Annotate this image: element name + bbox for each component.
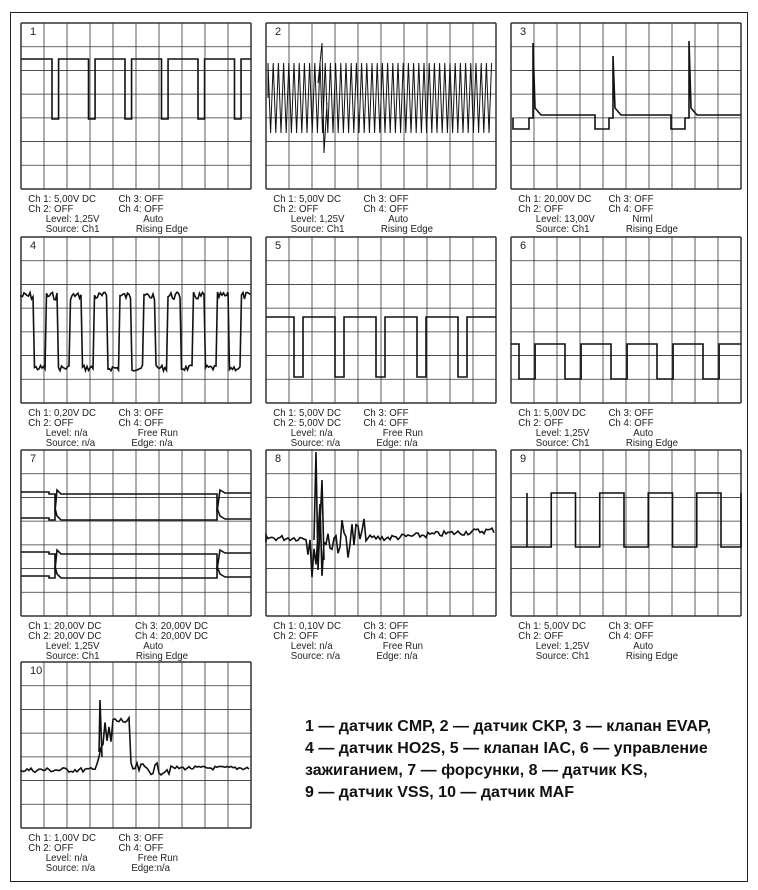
setting-ch2: Ch 2: OFF <box>28 417 74 429</box>
setting-mode: Auto <box>143 640 164 652</box>
setting-source: Source: Ch1 <box>290 223 345 235</box>
setting-ch2: Ch 2: OFF <box>518 203 564 215</box>
panel-settings <box>20 190 233 236</box>
setting-level: Level: n/a <box>45 852 88 864</box>
setting-edge: Rising Edge <box>625 650 679 662</box>
grid <box>511 450 741 616</box>
setting-mode: Free Run <box>382 427 424 439</box>
legend-line: 1 — датчик CMP, 2 — датчик CKP, 3 — клапан EVAP, <box>305 718 711 735</box>
setting-edge: Edge: n/a <box>376 650 418 662</box>
setting-ch2: Ch 2: OFF <box>28 842 74 854</box>
setting-edge: Rising Edge <box>380 223 434 235</box>
setting-ch2: Ch 2: 5,00V DC <box>273 417 341 429</box>
grid <box>21 23 251 189</box>
setting-source: Source: Ch1 <box>45 223 100 235</box>
setting-mode: Auto <box>388 213 409 225</box>
oscillogram <box>510 236 742 404</box>
setting-level: Level: n/a <box>290 427 333 439</box>
setting-ch1: Ch 1: 5,00V DC <box>273 193 341 205</box>
setting-mode: Free Run <box>137 852 179 864</box>
oscillogram <box>20 449 252 617</box>
grid <box>511 23 741 189</box>
panel-number: 7 <box>30 453 37 465</box>
legend-line: зажиганием, 7 — форсунки, 8 — датчик KS, <box>305 762 648 779</box>
setting-ch4: Ch 4: OFF <box>608 417 654 429</box>
setting-ch3: Ch 3: OFF <box>608 407 654 419</box>
panel-number: 9 <box>520 453 527 465</box>
setting-source: Source: Ch1 <box>535 650 590 662</box>
grid <box>21 662 251 828</box>
setting-ch4: Ch 4: OFF <box>363 203 409 215</box>
setting-level: Level: 1,25V <box>535 640 590 652</box>
setting-edge: Rising Edge <box>135 223 189 235</box>
setting-source: Source: n/a <box>290 650 341 662</box>
setting-ch1: Ch 1: 0,20V DC <box>28 407 96 419</box>
oscilloscope-panel-9 <box>510 449 742 663</box>
oscilloscope-panel-5 <box>265 236 497 450</box>
setting-level: Level: 1,25V <box>535 427 590 439</box>
setting-source: Source: Ch1 <box>535 223 590 235</box>
oscillogram <box>510 449 742 617</box>
setting-ch1: Ch 1: 0,10V DC <box>273 620 341 632</box>
setting-ch1: Ch 1: 5,00V DC <box>273 407 341 419</box>
oscillogram <box>265 22 497 190</box>
setting-level: Level: n/a <box>290 640 333 652</box>
setting-ch3: Ch 3: OFF <box>118 193 164 205</box>
oscillogram <box>265 236 497 404</box>
setting-ch1: Ch 1: 20,00V DC <box>28 620 102 632</box>
waveform-trace <box>268 43 492 153</box>
panel-settings <box>20 404 233 450</box>
setting-level: Level: 1,25V <box>45 640 100 652</box>
oscilloscope-panel-3 <box>510 22 742 236</box>
grid <box>511 237 741 403</box>
setting-ch3: Ch 3: OFF <box>363 407 409 419</box>
oscilloscope-panel-1 <box>20 22 252 236</box>
setting-ch2: Ch 2: OFF <box>273 203 319 215</box>
oscilloscope-panel-6 <box>510 236 742 450</box>
setting-ch3: Ch 3: OFF <box>608 620 654 632</box>
setting-source: Source: Ch1 <box>45 650 100 662</box>
oscillogram <box>20 236 252 404</box>
setting-ch3: Ch 3: OFF <box>608 193 654 205</box>
panel-number: 5 <box>275 240 282 252</box>
setting-ch3: Ch 3: OFF <box>363 620 409 632</box>
setting-edge: Rising Edge <box>625 437 679 449</box>
oscilloscope-panel-7 <box>20 449 252 663</box>
panel-settings <box>510 190 723 236</box>
figure-legend <box>305 716 745 804</box>
oscilloscope-panel-8 <box>265 449 497 663</box>
setting-ch2: Ch 2: OFF <box>273 630 319 642</box>
setting-mode: Free Run <box>382 640 424 652</box>
setting-ch2: Ch 2: OFF <box>518 630 564 642</box>
setting-ch4: Ch 4: OFF <box>608 630 654 642</box>
oscillogram <box>20 22 252 190</box>
panel-number: 6 <box>520 240 527 252</box>
grid <box>266 450 496 616</box>
panel-number: 1 <box>30 26 37 38</box>
panel-settings <box>20 829 233 875</box>
waveform-trace <box>513 41 741 129</box>
setting-ch2: Ch 2: 20,00V DC <box>28 630 102 642</box>
setting-mode: Nrml <box>632 213 653 225</box>
setting-edge: Edge:n/a <box>131 862 171 874</box>
legend-line: 4 — датчик HO2S, 5 — клапан IAC, 6 — управление <box>305 740 708 757</box>
setting-ch4: Ch 4: OFF <box>118 417 164 429</box>
setting-level: Level: 1,25V <box>290 213 345 225</box>
setting-level: Level: 13,00V <box>535 213 595 225</box>
oscilloscope-panel-2 <box>265 22 497 236</box>
oscilloscope-panel-10 <box>20 661 252 875</box>
panel-number: 2 <box>275 26 282 38</box>
panel-settings <box>265 404 478 450</box>
setting-level: Level: 1,25V <box>45 213 100 225</box>
panel-settings <box>265 190 478 236</box>
oscillogram <box>20 661 252 829</box>
panel-settings <box>20 617 233 663</box>
setting-ch4: Ch 4: 20,00V DC <box>135 630 209 642</box>
setting-mode: Auto <box>633 427 654 439</box>
setting-ch3: Ch 3: OFF <box>118 407 164 419</box>
panel-number: 4 <box>30 240 37 252</box>
setting-source: Source: n/a <box>45 437 96 449</box>
oscillogram <box>265 449 497 617</box>
setting-source: Source: Ch1 <box>535 437 590 449</box>
setting-ch4: Ch 4: OFF <box>118 203 164 215</box>
grid <box>266 237 496 403</box>
setting-ch1: Ch 1: 1,00V DC <box>28 832 96 844</box>
setting-level: Level: n/a <box>45 427 88 439</box>
waveform-trace <box>266 452 494 577</box>
oscilloscope-panel-4 <box>20 236 252 450</box>
panel-settings <box>265 617 478 663</box>
setting-edge: Rising Edge <box>625 223 679 235</box>
setting-ch2: Ch 2: OFF <box>28 203 74 215</box>
setting-mode: Auto <box>143 213 164 225</box>
setting-mode: Free Run <box>137 427 179 439</box>
panel-number: 8 <box>275 453 282 465</box>
setting-ch3: Ch 3: OFF <box>363 193 409 205</box>
setting-ch4: Ch 4: OFF <box>608 203 654 215</box>
setting-ch4: Ch 4: OFF <box>363 630 409 642</box>
setting-ch1: Ch 1: 5,00V DC <box>518 620 586 632</box>
panel-settings <box>510 404 723 450</box>
setting-ch3: Ch 3: OFF <box>118 832 164 844</box>
panel-settings <box>510 617 723 663</box>
setting-mode: Auto <box>633 640 654 652</box>
setting-edge: Edge: n/a <box>376 437 418 449</box>
setting-ch1: Ch 1: 5,00V DC <box>518 407 586 419</box>
setting-ch4: Ch 4: OFF <box>118 842 164 854</box>
setting-ch4: Ch 4: OFF <box>363 417 409 429</box>
setting-source: Source: n/a <box>290 437 341 449</box>
waveform-trace <box>21 700 249 775</box>
setting-edge: Edge: n/a <box>131 437 173 449</box>
setting-ch1: Ch 1: 5,00V DC <box>28 193 96 205</box>
panel-number: 10 <box>30 665 43 677</box>
oscillogram <box>510 22 742 190</box>
setting-source: Source: n/a <box>45 862 96 874</box>
setting-ch2: Ch 2: OFF <box>518 417 564 429</box>
setting-ch3: Ch 3: 20,00V DC <box>135 620 209 632</box>
legend-line: 9 — датчик VSS, 10 — датчик MAF <box>305 784 574 801</box>
panel-number: 3 <box>520 26 527 38</box>
setting-ch1: Ch 1: 20,00V DC <box>518 193 592 205</box>
grid <box>21 450 251 616</box>
setting-edge: Rising Edge <box>135 650 189 662</box>
